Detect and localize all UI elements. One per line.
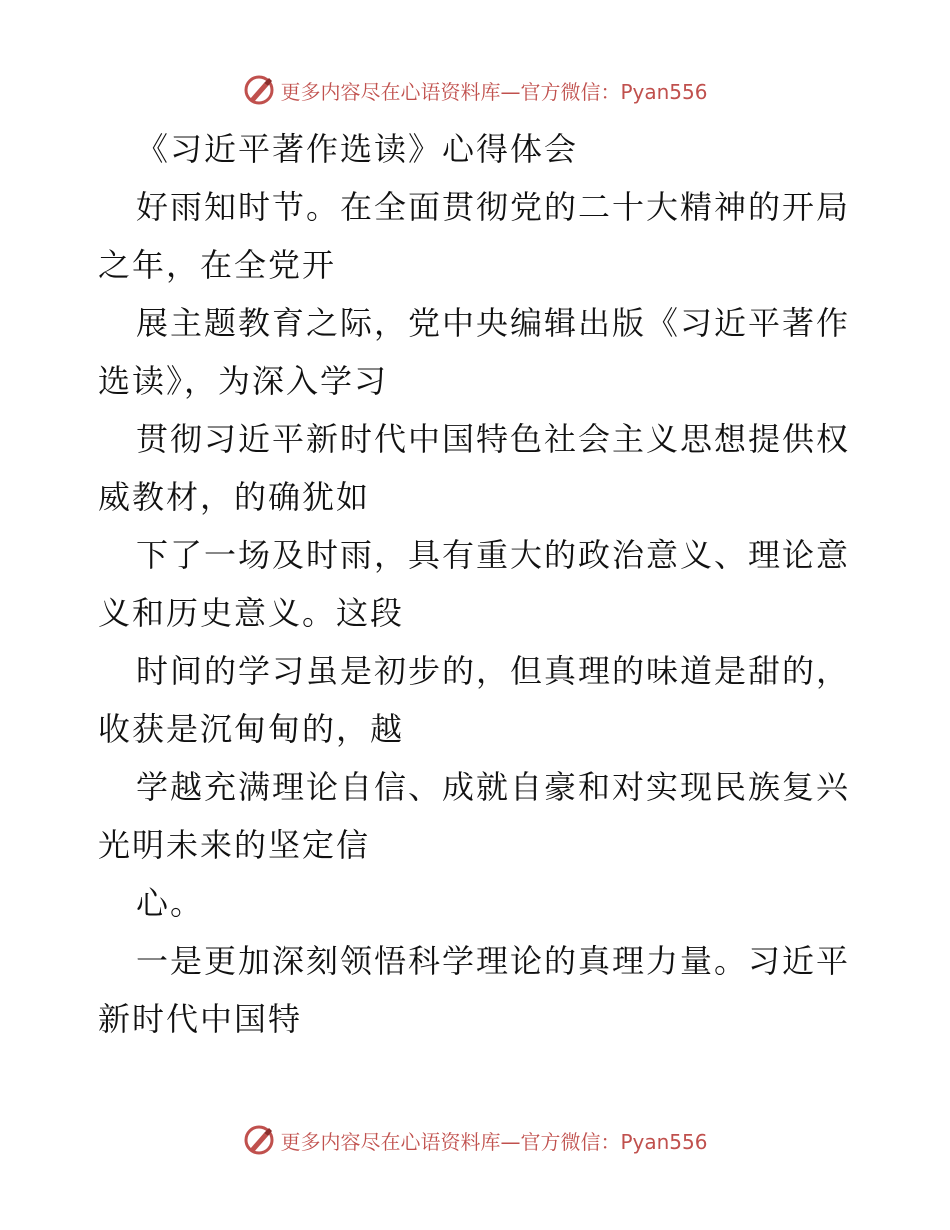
pen-logo-icon — [242, 1123, 276, 1157]
watermark-text: 更多内容尽在心语资料库—官方微信：Pyan556 — [280, 1129, 708, 1154]
document-title: 《习近平著作选读》心得体会 — [136, 130, 579, 168]
paragraph: 一是更加深刻领悟科学理论的真理力量。习近平新时代中国特 — [98, 942, 851, 1038]
paragraph: 展主题教育之际，党中央编辑出版《习近平著作选读》，为深入学习 — [98, 304, 851, 400]
paragraph: 心。 — [136, 884, 205, 922]
paragraph: 学越充满理论自信、成就自豪和对实现民族复兴光明未来的坚定信 — [98, 768, 851, 864]
paragraph: 时间的学习虽是初步的，但真理的味道是甜的，收获是沉甸甸的，越 — [98, 652, 851, 748]
pen-logo-icon — [242, 73, 276, 107]
document-body — [98, 120, 858, 1048]
paragraph: 下了一场及时雨，具有重大的政治意义、理论意义和历史意义。这段 — [98, 536, 851, 632]
paragraph: 好雨知时节。在全面贯彻党的二十大精神的开局之年，在全党开 — [98, 188, 851, 284]
footer-watermark — [0, 1120, 950, 1160]
paragraph: 贯彻习近平新时代中国特色社会主义思想提供权威教材，的确犹如 — [98, 420, 851, 516]
watermark-text: 更多内容尽在心语资料库—官方微信：Pyan556 — [280, 79, 708, 104]
header-watermark — [0, 70, 950, 110]
